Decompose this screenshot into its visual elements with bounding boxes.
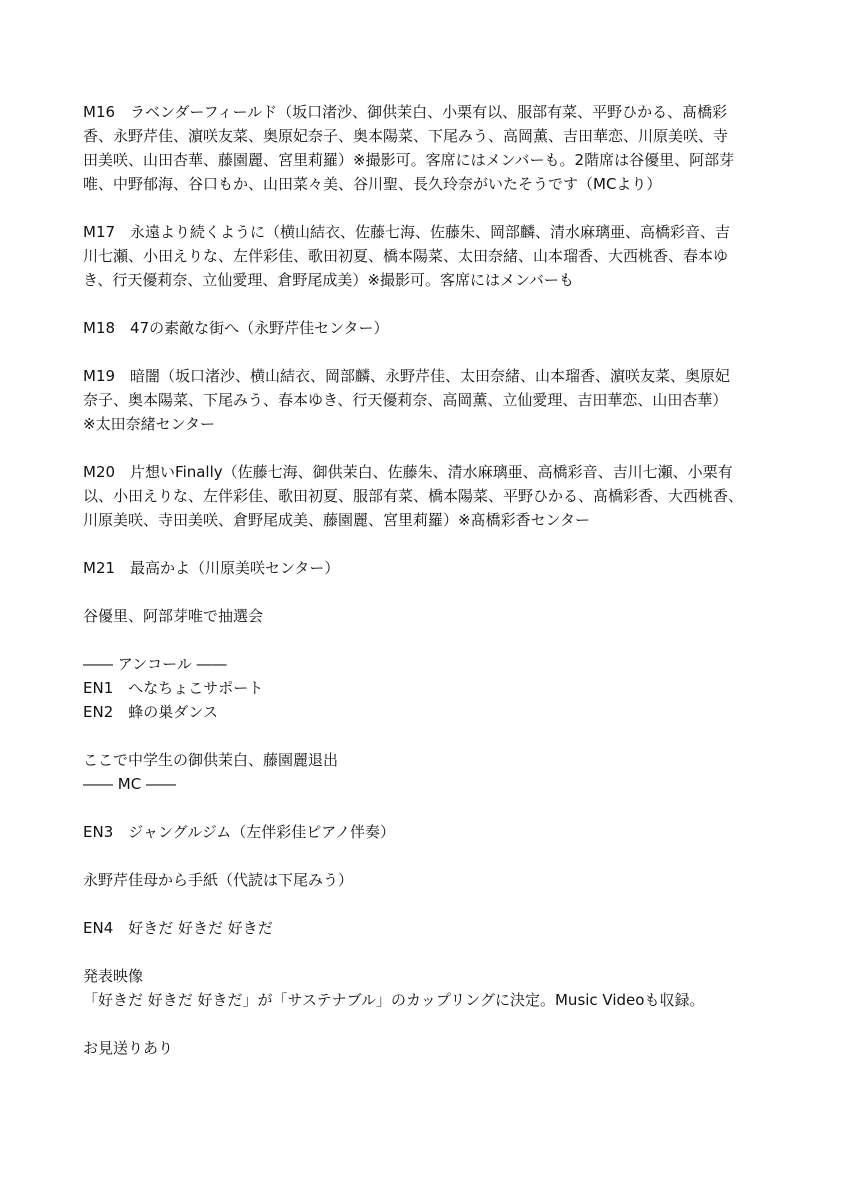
paragraph-encore-header (83, 652, 773, 724)
text-line: 奈子、奥本陽菜、下尾みう、春本ゆき、行天優莉奈、高岡薫、立仙愛理、吉田華恋、山田杏華） (83, 391, 728, 409)
text-line: 発表映像 (83, 967, 144, 985)
text-line: ここで中学生の御供茉白、藤園麗退出 (83, 751, 339, 769)
text-line: EN2 蜂の巣ダンス (83, 703, 218, 721)
text-line: ―― MC ―― (83, 775, 176, 793)
paragraph-exit-mc (83, 748, 773, 796)
text-line: 香、永野芹佳、濵咲友菜、奥原妃奈子、奥本陽菜、下尾みう、高岡薫、吉田華恋、川原美咲、寺 (83, 127, 729, 145)
paragraph-lottery (83, 604, 773, 628)
text-line: 「好きだ 好きだ 好きだ」が「サステナブル」のカップリングに決定。Music Videoも収録。 (83, 991, 705, 1009)
text-line: EN1 へなちょこサポート (83, 679, 264, 697)
text-line: 谷優里、阿部芽唯で抽選会 (83, 607, 264, 625)
text-line: M20 片想いFinally（佐藤七海、御供茉白、佐藤朱、清水麻璃亜、高橋彩音、吉川七瀬、小栗有 (83, 463, 733, 481)
text-line: き、行天優莉奈、立仙愛理、倉野尾成美）※撮影可。客席にはメンバーも (83, 271, 574, 289)
text-line: ―― アンコール ―― (83, 655, 227, 673)
text-line: M19 暗闇（坂口渚沙、横山結衣、岡部麟、永野芹佳、太田奈緒、山本瑠香、濵咲友菜、奥原妃 (83, 367, 731, 385)
paragraph-en4 (83, 916, 773, 940)
document-body (83, 100, 773, 1084)
text-line: EN4 好きだ 好きだ 好きだ (83, 919, 273, 937)
text-line: 田美咲、山田杏華、藤園麗、宮里莉羅）※撮影可。客席にはメンバーも。2階席は谷優里、阿部芽 (83, 151, 735, 169)
paragraph-letter (83, 868, 773, 892)
text-line: M17 永遠より続くように（横山結衣、佐藤七海、佐藤朱、岡部麟、清水麻璃亜、高橋彩音、吉 (83, 223, 731, 241)
text-line: 唯、中野郁海、谷口もか、山田菜々美、谷川聖、長久玲奈がいたそうです（MCより） (83, 175, 662, 193)
text-line: 川七瀬、小田えりな、左伴彩佳、歌田初夏、橋本陽菜、太田奈緒、山本瑠香、大西桃香、春本ゆ (83, 247, 729, 265)
text-line: 川原美咲、寺田美咲、倉野尾成美、藤園麗、宮里莉羅）※髙橋彩香センター (83, 511, 590, 529)
paragraph-m16 (83, 100, 773, 196)
paragraph-m20 (83, 460, 773, 532)
text-line: EN3 ジャングルジム（左伴彩佳ピアノ伴奏） (83, 823, 396, 841)
paragraph-en3 (83, 820, 773, 844)
paragraph-send-off (83, 1036, 773, 1060)
text-line: ※太田奈緒センター (83, 415, 215, 433)
text-line: 以、小田えりな、左伴彩佳、歌田初夏、服部有菜、橋本陽菜、平野ひかる、髙橋彩香、大西桃香、 (83, 487, 744, 505)
text-line: M21 最高かよ（川原美咲センター） (83, 559, 340, 577)
paragraph-m17 (83, 220, 773, 292)
paragraph-m19 (83, 364, 773, 436)
paragraph-announcement (83, 964, 773, 1012)
text-line: M18 47の素敵な街へ（永野芹佳センター） (83, 319, 389, 337)
paragraph-m18 (83, 316, 773, 340)
text-line: お見送りあり (83, 1039, 174, 1057)
paragraph-m21 (83, 556, 773, 580)
text-line: M16 ラベンダーフィールド（坂口渚沙、御供茉白、小栗有以、服部有菜、平野ひかる、髙橋彩 (83, 103, 728, 121)
text-line: 永野芹佳母から手紙（代読は下尾みう） (83, 871, 354, 889)
